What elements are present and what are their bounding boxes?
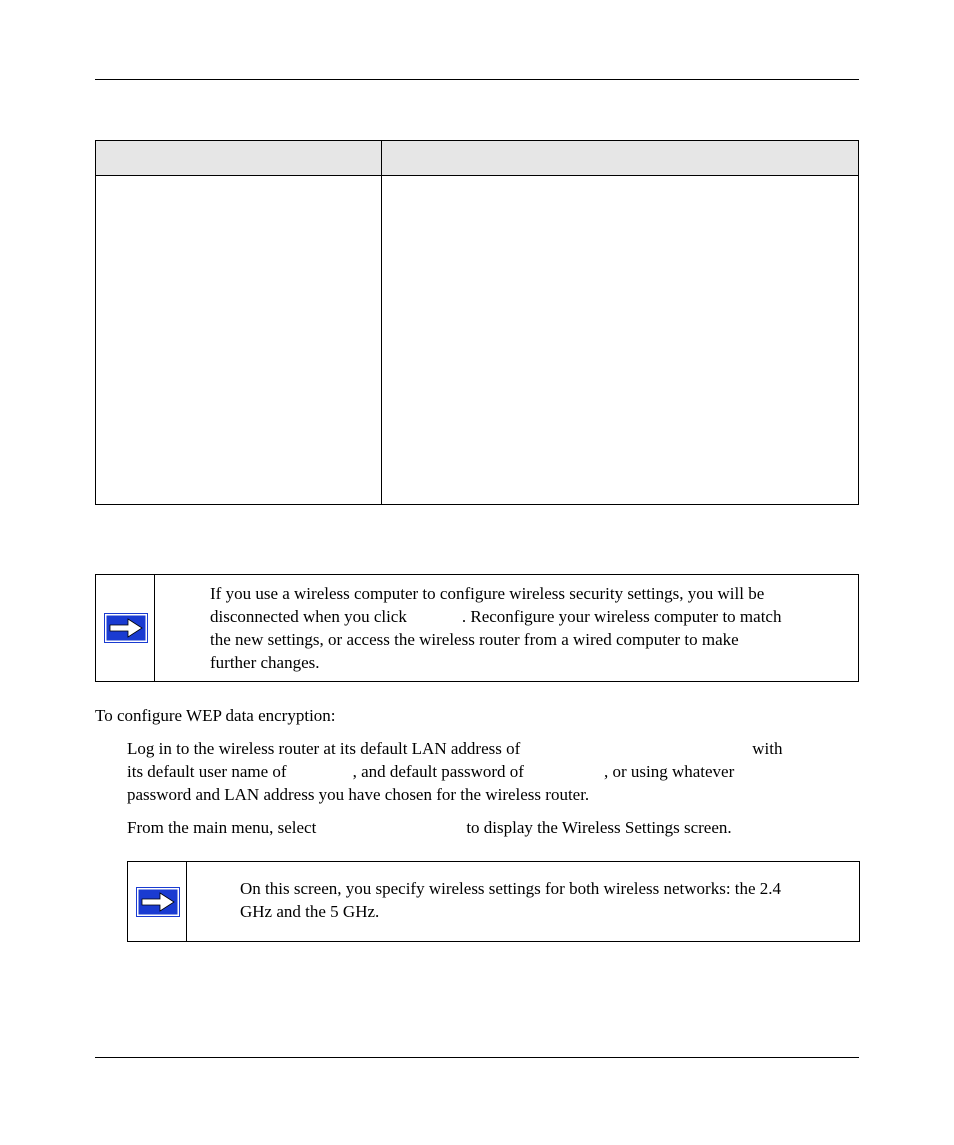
step-fragment: Log in to the wireless router at its default LAN address of [127,739,521,758]
table-header-row [96,141,858,176]
note-box-wireless-settings [127,861,860,942]
step-line [127,737,857,760]
step-line: password and LAN address you have chosen for the wireless router. [127,785,590,804]
settings-table [95,140,859,505]
step-fragment: its default user name of [127,762,287,781]
step-fragment: to display the Wireless Settings screen. [466,818,732,837]
note-box-disconnect [95,574,859,682]
step-1-text [127,737,857,806]
step-line [127,760,857,783]
step-fragment: , and default password of [352,762,524,781]
note-line: the new settings, or access the wireless router from a wired computer to make [210,630,739,649]
note-line: If you use a wireless computer to configure wireless security settings, you will be [210,584,765,603]
right-arrow-icon [136,887,180,917]
note-text [210,582,856,674]
note-line: On this screen, you specify wireless settings for both wireless networks: the 2.4 [240,879,782,898]
step-2-text [127,816,857,839]
right-arrow-icon [104,613,148,643]
note-line: further changes. [210,653,320,672]
note-line: GHz and the 5 GHz. [240,902,380,921]
note-text [240,877,858,923]
note-icon-column [128,862,187,941]
step-fragment: with [752,739,783,758]
footer-rule [95,1057,859,1058]
procedure-intro: To configure WEP data encryption: [95,706,336,725]
note-line [210,605,856,628]
note-text-fragment: disconnected when you click [210,607,407,626]
step-fragment: From the main menu, select [127,818,317,837]
step-fragment: , or using whatever [603,762,735,781]
column-divider [381,141,382,504]
note-icon-column [96,575,155,681]
header-rule [95,79,859,80]
note-text-fragment: . Reconfigure your wireless computer to match [461,607,782,626]
